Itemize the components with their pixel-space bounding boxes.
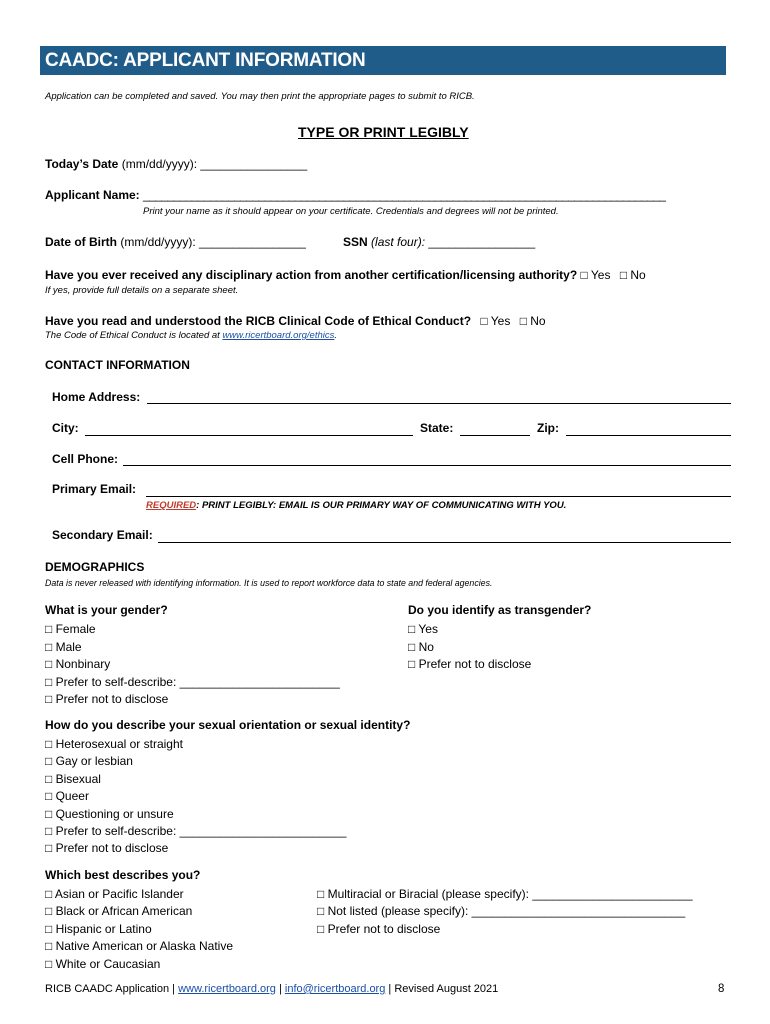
orientation-options (45, 736, 346, 858)
ethics-row (45, 314, 546, 328)
primary-email-note (146, 500, 566, 511)
ethics-yes-checkbox[interactable]: □ Yes (480, 314, 511, 328)
applicant-name-label: Applicant Name: (45, 188, 140, 202)
applicant-name-hint: Print your name as it should appear on your certificate. Credentials and degrees will not be printed. (143, 206, 559, 217)
orientation-option-queer[interactable]: □ Queer (45, 789, 89, 804)
transgender-option-yes[interactable]: □ Yes (408, 622, 438, 636)
disciplinary-no-checkbox[interactable]: □ No (619, 268, 646, 282)
ethics-note (45, 330, 337, 341)
gender-option-prefer-not[interactable]: □ Prefer not to disclose (45, 692, 169, 706)
race-option-hispanic[interactable]: □ Hispanic or Latino (45, 921, 152, 936)
race-option-native[interactable]: □ Native American or Alaska Native (45, 939, 233, 954)
transgender-option-no[interactable]: □ No (408, 639, 434, 654)
ethics-note-suffix: . (334, 330, 338, 341)
race-option-multiracial[interactable]: □ Multiracial or Biracial (please specify): ________________________ (317, 887, 693, 901)
secondary-email-field[interactable] (158, 542, 731, 543)
dob-field[interactable]: ________________ (199, 235, 306, 249)
header-subtitle: Application can be completed and saved. You may then print the appropriate pages to submit to RICB. (45, 91, 475, 102)
primary-email-field[interactable] (146, 496, 731, 497)
dob-label: Date of Birth (45, 235, 117, 249)
gender-option-female[interactable]: □ Female (45, 622, 96, 636)
footer-suffix: | Revised August 2021 (388, 983, 499, 995)
required-label: REQUIRED (146, 500, 197, 511)
primary-email-label: Primary Email: (52, 482, 137, 496)
transgender-options (408, 621, 531, 674)
ssn-row (343, 235, 535, 249)
race-option-black[interactable]: □ Black or African American (45, 904, 193, 919)
orientation-option-questioning[interactable]: □ Questioning or unsure (45, 806, 174, 821)
zip-field[interactable] (566, 435, 731, 436)
orientation-option-heterosexual[interactable]: □ Heterosexual or straight (45, 737, 183, 751)
race-option-white[interactable]: □ White or Caucasian (45, 956, 161, 971)
gender-option-self-describe[interactable]: □ Prefer to self-describe: ________________________ (45, 674, 340, 689)
applicant-name-row (45, 188, 665, 202)
footer-prefix: RICB CAADC Application | (45, 983, 176, 995)
header-banner (40, 46, 726, 75)
race-question: Which best describes you? (45, 868, 201, 882)
disciplinary-yes-checkbox[interactable]: □ Yes (580, 268, 611, 282)
city-label: City: (52, 421, 79, 435)
required-note: : PRINT LEGIBLY: EMAIL IS OUR PRIMARY WAY OF COMMUNICATING WITH YOU. (196, 500, 567, 511)
ethics-no-checkbox[interactable]: □ No (519, 314, 546, 328)
transgender-option-prefer-not[interactable]: □ Prefer not to disclose (408, 657, 532, 671)
race-option-not-listed[interactable]: □ Not listed (please specify): ________________________________ (317, 904, 686, 919)
demographics-note: Data is never released with identifying information. It is used to report workforce data to state and federal agencies. (45, 578, 493, 588)
disciplinary-note: If yes, provide full details on a separate sheet. (45, 285, 239, 296)
gender-question: What is your gender? (45, 603, 168, 617)
todays-date-label: Today’s Date (45, 157, 119, 171)
footer-site-link[interactable]: www.ricertboard.org (178, 983, 276, 995)
gender-options (45, 621, 340, 709)
demographics-heading: DEMOGRAPHICS (45, 560, 145, 574)
applicant-name-field[interactable]: ______________________________________________________________________________________ (143, 188, 666, 202)
ethics-link[interactable]: www.ricertboard.org/ethics (222, 330, 335, 341)
todays-date-format: (mm/dd/yyyy): (121, 157, 198, 171)
city-field[interactable] (85, 435, 413, 436)
gender-option-nonbinary[interactable]: □ Nonbinary (45, 657, 111, 671)
orientation-option-gay-lesbian[interactable]: □ Gay or lesbian (45, 754, 133, 769)
orientation-option-self-describe[interactable]: □ Prefer to self-describe: _________________________ (45, 824, 347, 839)
ethics-note-prefix: The Code of Ethical Conduct is located at (45, 330, 220, 341)
orientation-option-bisexual[interactable]: □ Bisexual (45, 771, 101, 786)
page-title: CAADC: APPLICANT INFORMATION (45, 50, 366, 71)
dob-row (45, 235, 306, 249)
state-field[interactable] (460, 435, 530, 436)
transgender-question: Do you identify as transgender? (408, 603, 592, 617)
disciplinary-question: Have you ever received any disciplinary action from another certification/licensing authority? (45, 268, 578, 282)
cell-phone-field[interactable] (123, 465, 731, 466)
footer-email-link[interactable]: info@ricertboard.org (284, 983, 386, 995)
home-address-field[interactable] (147, 403, 731, 404)
race-options-left (45, 886, 233, 973)
cell-phone-label: Cell Phone: (52, 452, 119, 466)
race-option-prefer-not[interactable]: □ Prefer not to disclose (317, 921, 441, 936)
footer-separator: | (278, 983, 282, 995)
page-number: 8 (718, 983, 725, 995)
dob-format: (mm/dd/yyyy): (120, 235, 196, 249)
race-options-right (317, 886, 693, 938)
race-option-asian[interactable]: □ Asian or Pacific Islander (45, 887, 184, 901)
orientation-question: How do you describe your sexual orientation or sexual identity? (45, 718, 411, 732)
contact-heading: CONTACT INFORMATION (45, 358, 190, 372)
zip-label: Zip: (537, 421, 559, 435)
orientation-option-prefer-not[interactable]: □ Prefer not to disclose (45, 841, 169, 856)
ssn-format: (last four): (371, 235, 426, 249)
ssn-field[interactable]: ________________ (428, 235, 536, 249)
gender-option-male[interactable]: □ Male (45, 639, 82, 654)
todays-date-row (45, 157, 307, 171)
ethics-question: Have you read and understood the RICB Clinical Code of Ethical Conduct? (45, 314, 472, 328)
state-label: State: (420, 421, 454, 435)
secondary-email-label: Secondary Email: (52, 528, 153, 542)
form-title: TYPE OR PRINT LEGIBLY (298, 124, 469, 140)
home-address-label: Home Address: (52, 390, 141, 404)
disciplinary-row (45, 268, 646, 282)
todays-date-field[interactable]: ________________ (200, 157, 308, 171)
footer (45, 983, 498, 995)
ssn-label: SSN (343, 235, 368, 249)
